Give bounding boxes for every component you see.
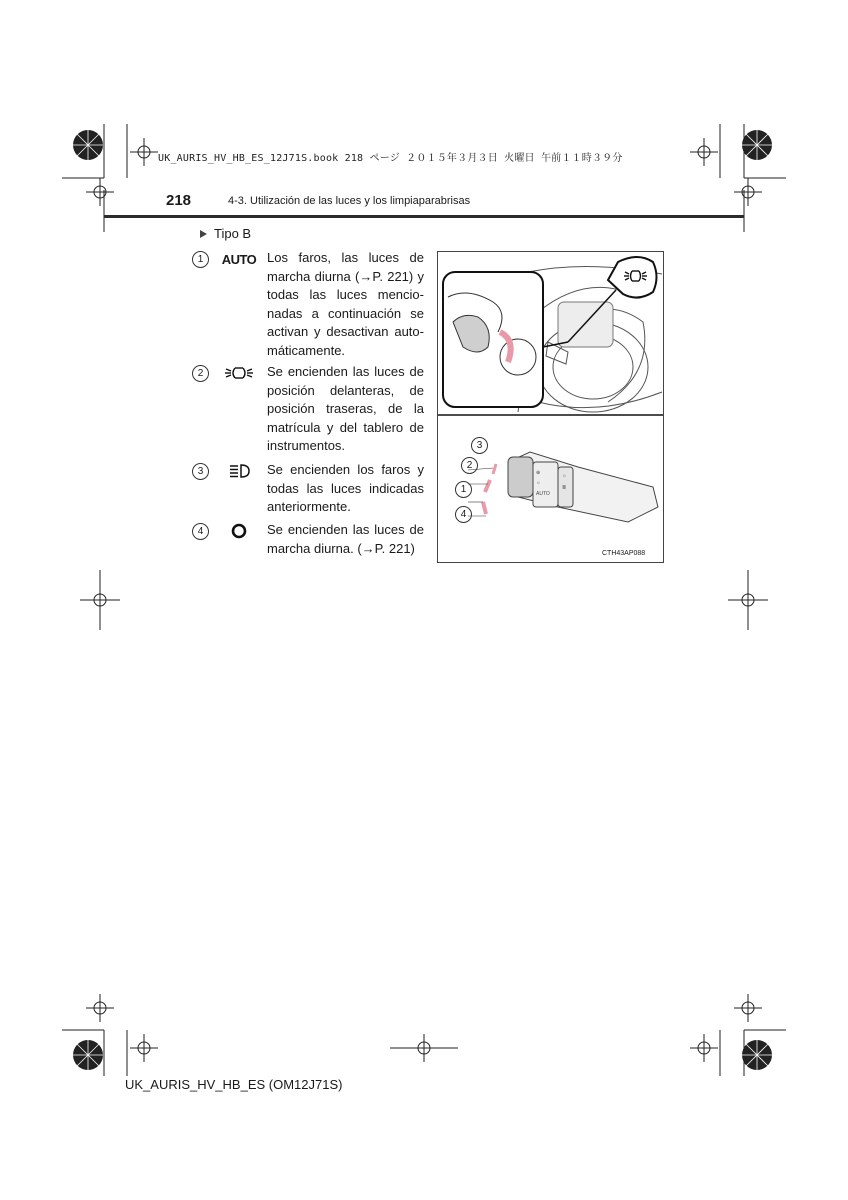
type-heading [200,226,251,241]
item-description: Se encienden las luces de marcha diurna. (→P. 221) [267,522,424,556]
list-item [192,250,428,360]
page-number: 218 [166,192,192,209]
callout-2: 2 [461,457,478,474]
svg-text:☼: ☼ [536,480,541,486]
svg-text:AUTO: AUTO [536,491,550,497]
item-number: 2 [192,365,209,382]
list-item [192,462,428,518]
footer: UK_AURIS_HV_HB_ES (OM12J71S) [125,1077,343,1092]
callout-1: 1 [455,481,472,498]
item-description: Los faros, las luces de marcha diurna (→P. 221) y todas las luces mencionadas a continuación se activan y desactivan automáticamente. [267,250,424,358]
svg-text:☼: ☼ [562,473,567,479]
headlight-icon [222,462,256,480]
list-item [192,522,428,562]
type-heading-label: Tipo B [214,226,252,241]
auto-text-icon: AUTO [221,251,257,267]
callout-4: 4 [455,506,472,523]
item-description: Se encienden las luces de posición delanteras, de posición traseras, de la matrícula y del tablero de instrumentos. [267,364,424,454]
triangle-bullet-icon [200,230,207,238]
circle-off-icon [222,522,256,540]
callout-3: 3 [471,437,488,454]
item-number: 1 [192,251,209,268]
section-title: 4-3. Utilización de las luces y los limpiaparabrisas [228,195,471,207]
print-header: UK_AURIS_HV_HB_ES_12J71S.book 218 ページ ２０１５年３月３日 火曜日 午前１１時３９分 [158,153,623,164]
illustration-caption: CTH43AP088 [602,550,646,557]
list-item [192,364,428,456]
svg-text:≣: ≣ [562,485,567,491]
item-number: 4 [192,523,209,540]
header-rule [104,215,744,218]
item-description: Se encienden los faros y todas las luces indicadas anteriormente. [267,462,424,515]
position-lamp-icon [222,364,256,382]
svg-text:⊕: ⊕ [536,470,541,476]
item-number: 3 [192,463,209,480]
